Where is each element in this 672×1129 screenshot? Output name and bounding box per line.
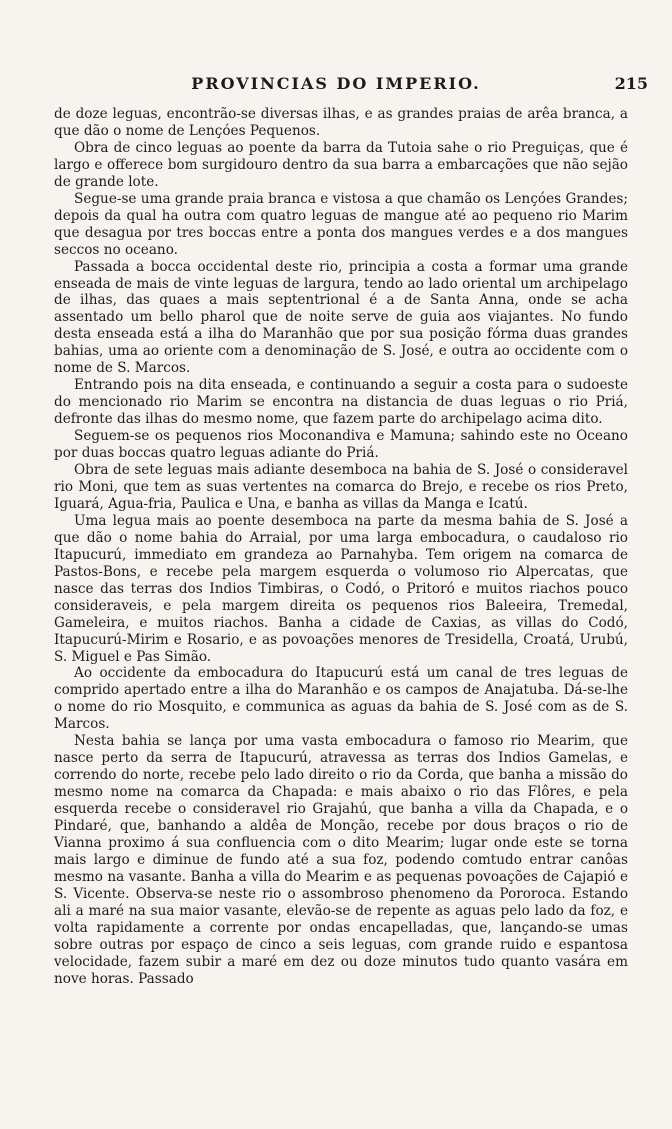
paragraph: Entrando pois na dita enseada, e continuando a seguir a costa para o sudoeste do mencionado rio Marim se encontra na distancia de duas leguas o rio Priá, defronte das ilhas do mesmo nome, que fazem parte do archipelago acima dito. bbox=[54, 377, 628, 428]
paragraph: Segue-se uma grande praia branca e vistosa a que chamão os Lençóes Grandes; depois da qual ha outra com quatro leguas de mangue até ao pequeno rio Marim que desagua por tres boccas entre a ponta dos mangues verdes e a dos mangues seccos no oceano. bbox=[54, 190, 628, 258]
body-text bbox=[54, 106, 628, 988]
paragraph: Ao occidente da embocadura do Itapucurú está um canal de tres leguas de comprido apertado entre a ilha do Maranhão e os campos de Anajatuba. Dá-se-lhe o nome do rio Mosquito, e communica as aguas da bahia de S. José com as de S. Marcos. bbox=[54, 665, 628, 733]
paragraph: de doze leguas, encontrão-se diversas ilhas, e as grandes praias de arêa branca, a que dão o nome de Lençóes Pequenos. bbox=[54, 106, 628, 139]
paragraph: Uma legua mais ao poente desemboca na parte da mesma bahia de S. José a que dão o nome bahia do Arraial, por uma larga embocadura, o caudaloso rio Itapucurú, immediato em grandeza ao Parnahyba. Tem origem na comarca de Pastos-Bons, e recebe pela margem esquerda o volumoso rio Alpercatas, que nasce das terras dos Indios Timbiras, o Codó, o Pritoró e muitos riachos pouco consideraveis, e pela margem direita os pequenos rios Baleeira, Tremedal, Gameleira, e muitos riachos. Banha a cidade de Caxias, as villas do Codó, Itapucurú-Mirim e Rosario, e as povoações menores de Tresidella, Croatá, Urubú, S. Miguel e Pas Simão. bbox=[54, 512, 628, 665]
page-number: 215 bbox=[614, 74, 648, 93]
paragraph: Passada a bocca occidental deste rio, principia a costa a formar uma grande enseada de mais de vinte leguas de largura, tendo ao lado oriental um archipelago de ilhas, das quaes a mais septentrional é a de Santa Anna, onde se acha assentado um bello pharol que de noite serve de guia aos viajantes. No fundo desta enseada está a ilha do Maranhão que por sua posição fórma duas grandes bahias, uma ao oriente com a denominação de S. José, e outra ao occidente com o nome de S. Marcos. bbox=[54, 258, 628, 377]
page-header bbox=[0, 74, 672, 96]
running-title: PROVINCIAS DO IMPERIO. bbox=[191, 74, 481, 93]
paragraph: Nesta bahia se lança por uma vasta embocadura o famoso rio Mearim, que nasce perto da serra de Itapucurú, atravessa as terras dos Indios Gamelas, e correndo do norte, recebe pelo lado direito o rio da Corda, que banha a missão do mesmo nome na comarca da Chapada: e mais abaixo o rio das Flôres, e pela esquerda recebe o consideravel rio Grajahú, que banha a villa da Chapada, e o Pindaré, que, banhando a aldêa de Monção, recebe por dous braços o rio de Vianna proximo á sua confluencia com o dito Mearim; lugar onde este se torna mais largo e diminue de fundo até a sua foz, podendo comtudo entrar canôas mesmo na vasante. Banha a villa do Mearim e as pequenas povoações de Cajapió e S. Vicente. Observa-se neste rio o assombroso phenomeno da Pororoca. Estando ali a maré na sua maior vasante, elevão-se de repente as aguas pelo lado da foz, e volta rapidamente a corrente por ondas encapelladas, que, lançando-se umas sobre outras por espaço de cinco a seis leguas, com grande ruido e espantosa velocidade, fazem subir a maré em dez ou doze minutos tudo quanto vasára em nove horas. Passado bbox=[54, 733, 628, 987]
paragraph: Obra de sete leguas mais adiante desemboca na bahia de S. José o consideravel rio Moni, que tem as suas vertentes na comarca do Brejo, e recebe os rios Preto, Iguará, Agua-fria, Paulica e Una, e banha as villas da Manga e Icatú. bbox=[54, 462, 628, 512]
paragraph: Seguem-se os pequenos rios Moconandiva e Mamuna; sahindo este no Oceano por duas boccas quatro leguas adiante do Priá. bbox=[54, 428, 628, 462]
paragraph: Obra de cinco leguas ao poente da barra da Tutoia sahe o rio Preguiças, que é largo e offerece bom surgidouro dentro da sua barra a embarcações que não sejão de grande lote. bbox=[54, 139, 628, 190]
